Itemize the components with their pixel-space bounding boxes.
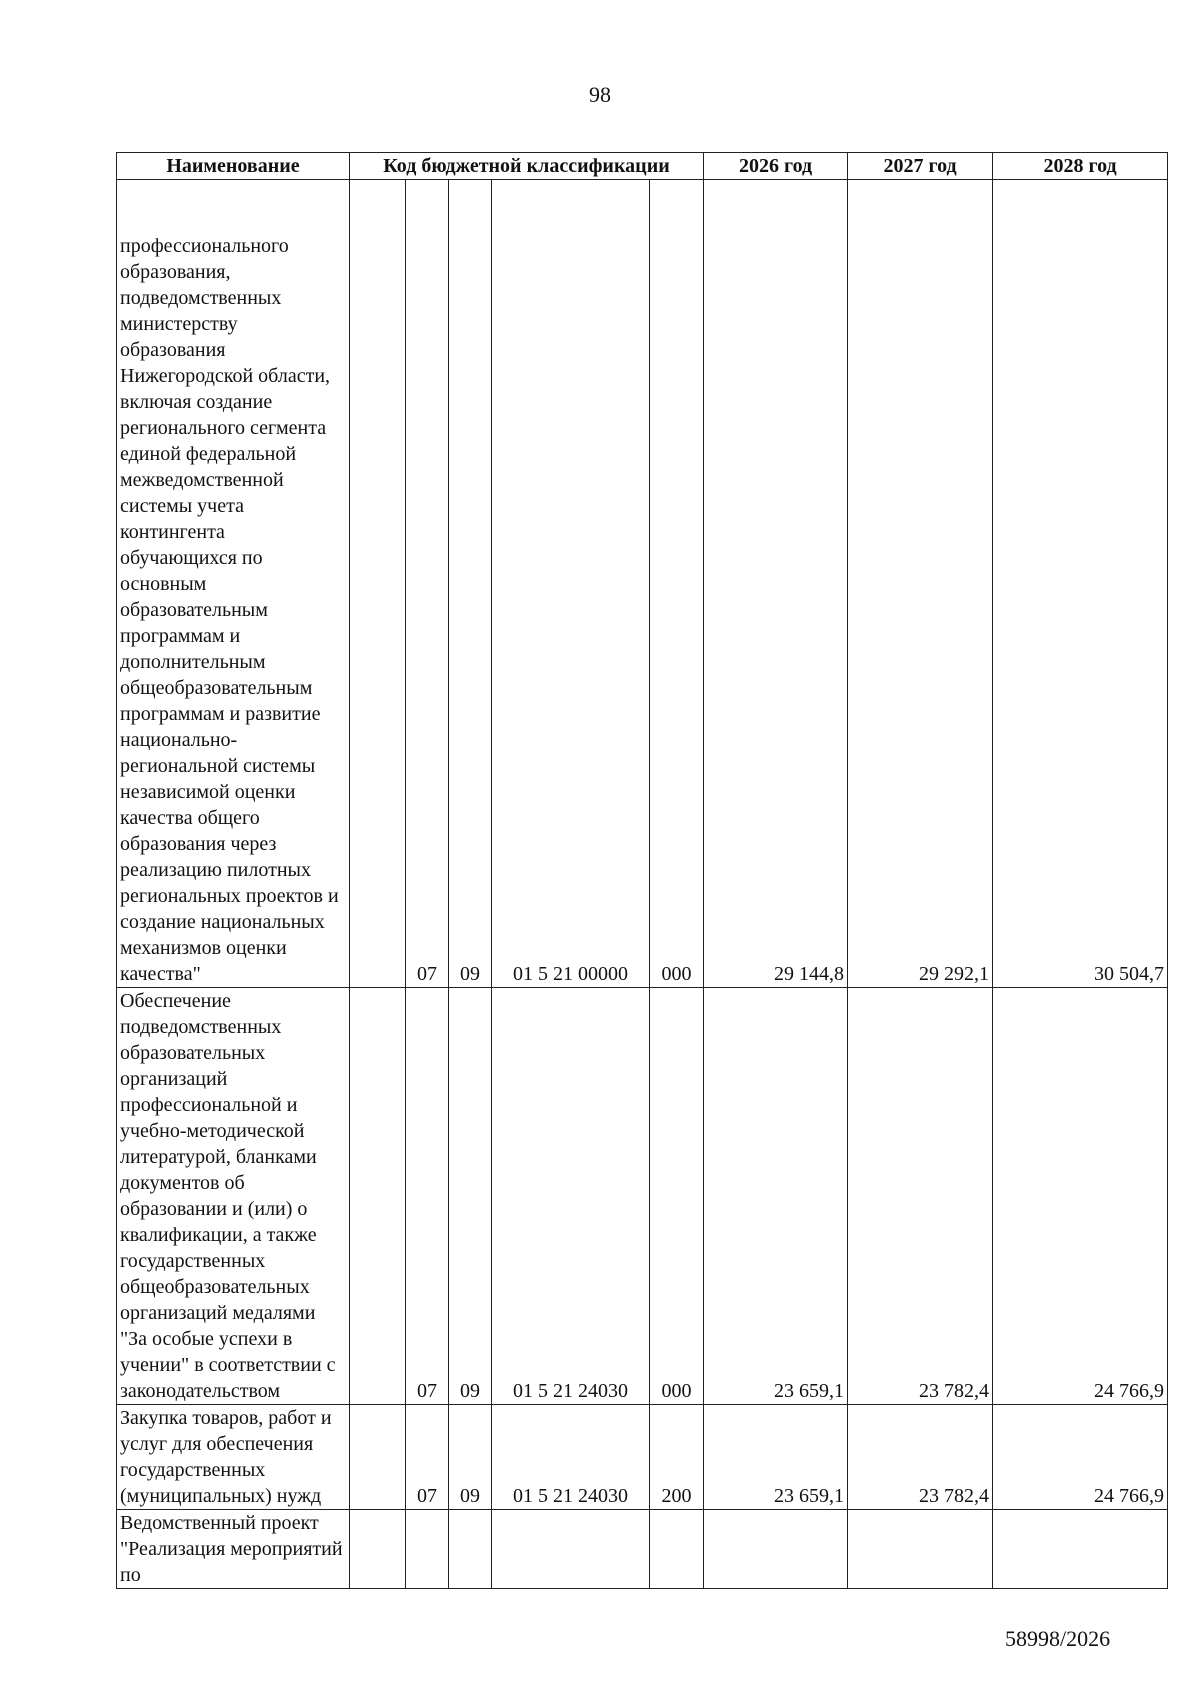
value-2027 bbox=[848, 1510, 993, 1589]
header-2027: 2027 год bbox=[848, 153, 993, 180]
row-name: Ведомственный проект "Реализация мероприятий по bbox=[117, 1510, 350, 1589]
code-part-1 bbox=[350, 1510, 406, 1589]
code-section bbox=[406, 1510, 449, 1589]
code-expense-type: 000 bbox=[650, 988, 704, 1405]
value-2027: 29 292,1 bbox=[848, 180, 993, 988]
code-section: 07 bbox=[406, 988, 449, 1405]
value-2026 bbox=[704, 1510, 848, 1589]
code-subsection: 09 bbox=[449, 988, 492, 1405]
header-name: Наименование bbox=[117, 153, 350, 180]
value-2026: 29 144,8 bbox=[704, 180, 848, 988]
header-code: Код бюджетной классификации bbox=[350, 153, 704, 180]
code-expense-type: 200 bbox=[650, 1405, 704, 1510]
row-name: Обеспечение подведомственных образовательных организаций профессиональной и учебно-методической литературой, бланками документов об образовании и (или) о квалификации, а также государственных общеобразовательных организаций медалями "За особые успехи в учении" в соответствии с законодательством bbox=[117, 988, 350, 1405]
header-2026: 2026 год bbox=[704, 153, 848, 180]
document-id: 58998/2026 bbox=[1005, 1626, 1111, 1651]
value-2027: 23 782,4 bbox=[848, 1405, 993, 1510]
code-expense-type bbox=[650, 1510, 704, 1589]
code-target-article: 01 5 21 24030 bbox=[492, 1405, 650, 1510]
table-row bbox=[117, 1405, 1168, 1510]
value-2026: 23 659,1 bbox=[704, 988, 848, 1405]
table-row bbox=[117, 180, 1168, 988]
code-section: 07 bbox=[406, 1405, 449, 1510]
code-target-article bbox=[492, 1510, 650, 1589]
row-name: Закупка товаров, работ и услуг для обеспечения государственных (муниципальных) нужд bbox=[117, 1405, 350, 1510]
code-expense-type: 000 bbox=[650, 180, 704, 988]
header-2028: 2028 год bbox=[993, 153, 1168, 180]
value-2028 bbox=[993, 1510, 1168, 1589]
value-2028: 24 766,9 bbox=[993, 1405, 1168, 1510]
table-header-row bbox=[117, 153, 1168, 180]
code-part-1 bbox=[350, 1405, 406, 1510]
code-subsection: 09 bbox=[449, 1405, 492, 1510]
code-subsection: 09 bbox=[449, 180, 492, 988]
row-name: профессионального образования, подведомственных министерству образования Нижегородской области, включая создание регионального сегмента единой федеральной межведомственной системы учета контингента обучающихся по основным образовательным программам и дополнительным общеобразовательным программам и развитие национально-региональной системы независимой оценки качества общего образования через реализацию пилотных региональных проектов и создание национальных механизмов оценки качества" bbox=[117, 180, 350, 988]
page-number: 98 bbox=[589, 82, 611, 107]
code-part-1 bbox=[350, 988, 406, 1405]
value-2026: 23 659,1 bbox=[704, 1405, 848, 1510]
budget-table bbox=[116, 152, 1168, 1589]
value-2027: 23 782,4 bbox=[848, 988, 993, 1405]
code-subsection bbox=[449, 1510, 492, 1589]
table-row bbox=[117, 988, 1168, 1405]
code-section: 07 bbox=[406, 180, 449, 988]
code-target-article: 01 5 21 24030 bbox=[492, 988, 650, 1405]
code-target-article: 01 5 21 00000 bbox=[492, 180, 650, 988]
code-part-1 bbox=[350, 180, 406, 988]
value-2028: 24 766,9 bbox=[993, 988, 1168, 1405]
value-2028: 30 504,7 bbox=[993, 180, 1168, 988]
table-row bbox=[117, 1510, 1168, 1589]
